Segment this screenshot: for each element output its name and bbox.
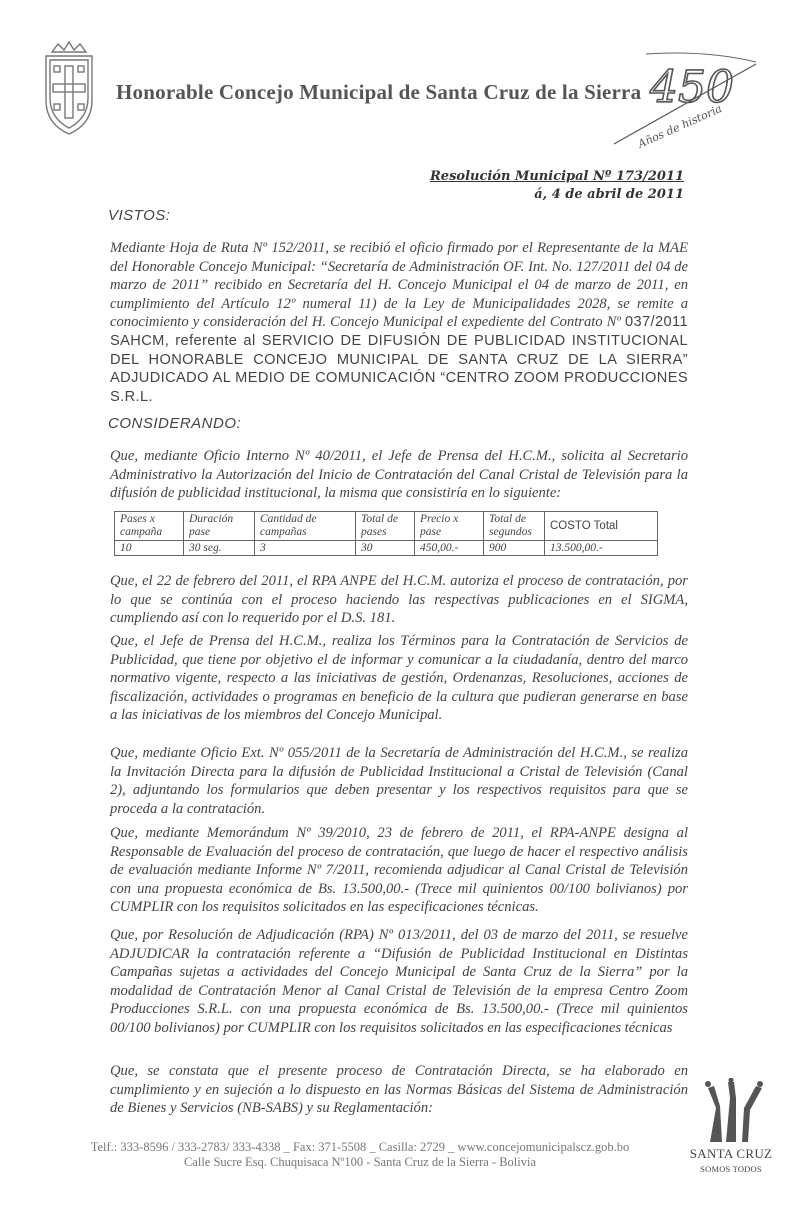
table-cell: 13.500,00.-	[545, 541, 658, 556]
organization-name: Honorable Concejo Municipal de Santa Cruz de la Sierra	[116, 80, 642, 104]
considerando-paragraph-2: Que, el 22 de febrero del 2011, el RPA ANPE del H.C.M. autoriza el proceso de contratación, por lo que se continúa con el proceso haciendo las respectivas publicaciones en el SIGMA, cumpliendo así con lo requerido por el D.S. 181.	[110, 573, 688, 627]
resolution-date: á, 4 de abril de 2011	[534, 187, 684, 202]
table-header: Pases x campaña	[115, 512, 184, 541]
table-row	[115, 541, 658, 556]
table-header: Precio x pase	[415, 512, 484, 541]
anniversary-number: 450	[650, 62, 734, 113]
vistos-heading: VISTOS:	[108, 207, 171, 224]
table-cell: 30	[356, 541, 415, 556]
table-cell: 450,00.-	[415, 541, 484, 556]
table-cell: 3	[255, 541, 356, 556]
considerando-paragraph-5: Que, mediante Memorándum Nº 39/2010, 23 de febrero de 2011, el RPA-ANPE designa al Responsable de Evaluación del proceso de contratación, que luego de hacer el respectivo análisis de evaluación mediante Informe Nº 7/2011, recomienda adjudicar al Canal Cristal de Televisión con una propuesta económica de Bs. 13.500,00.- (Trece mil quinientos 00/100 bolivianos) por CUMPLIR con los requisitos solicitados en las especificaciones técnicas.	[110, 825, 688, 916]
table-header-row	[115, 512, 658, 541]
table-header: Cantidad de campañas	[255, 512, 356, 541]
resolution-title: Resolución Municipal Nº 173/2011	[430, 169, 684, 184]
table-header: Total de pases	[356, 512, 415, 541]
footer-address-line: Calle Sucre Esq. Chuquisaca Nº100 - Santa Cruz de la Sierra - Bolivia	[183, 1155, 537, 1169]
table-cell: 10	[115, 541, 184, 556]
vistos-contract-text: 037/2011 SAHCM, referente al SERVICIO DE DIFUSIÓN DE PUBLICIDAD INSTITUCIONAL DEL HONORABLE CONCEJO MUNICIPAL DE SANTA CRUZ DE LA SIERRA” ADJUDICADO AL MEDIO DE COMUNICACIÓN “CENTRO ZOOM PRODUCCIONES S.R.L.	[110, 314, 688, 405]
considerando-paragraph-1: Que, mediante Oficio Interno Nº 40/2011, el Jefe de Prensa del H.C.M., solicita al Secretario Administrativo la Autorización del Inicio de Contratación del Canal Cristal de Televisión para la difusión de publicidad institucional, la misma que consistiría en lo siguiente:	[110, 448, 688, 502]
table-header: Duración pase	[184, 512, 255, 541]
footer-contact-line: Telf.: 333-8596 / 333-2783/ 333-4338 _ Fax: 371-5508 _ Casilla: 2729 _ www.concejomunicipalscz.gob.bo	[90, 1140, 630, 1154]
considerando-paragraph-3: Que, el Jefe de Prensa del H.C.M., realiza los Términos para la Contratación de Servicios de Publicidad, que tiene por objetivo el de informar y comunicar a la ciudadanía, dentro del marco normativo vigente, respecto a las iniciativas de gestión, Ordenanzas, Resoluciones, acciones de fiscalización, actividades o programas en beneficio de la cultura que pudieran generarse en base a las iniciativas de los miembros del Concejo Municipal.	[110, 633, 688, 724]
resolution-header	[430, 168, 684, 204]
campaign-table	[114, 511, 658, 556]
considerando-paragraph-4: Que, mediante Oficio Ext. Nº 055/2011 de la Secretaría de Administración del H.C.M., se realiza la Invitación Directa para la difusión de Publicidad Institucional a Cristal de Televisión (Canal 2), adjuntando los formularios que deben presentar y los respectivos requisitos para que se proceda a la contratación.	[110, 745, 688, 817]
anniversary-logo	[606, 44, 766, 154]
considerando-paragraph-7: Que, se constata que el presente proceso de Contratación Directa, se ha elaborado en cumplimiento y en sujeción a lo dispuesto en las Normas Básicas del Sistema de Administración de Bienes y Servicios (NB-SABS) y su Reglamentación:	[110, 1063, 688, 1117]
vistos-text: Mediante Hoja de Ruta Nº 152/2011, se recibió el oficio firmado por el Representante de la MAE del Honorable Concejo Municipal: “Secretaría de Administración OF. Int. No. 127/2011 del 04 de marzo de 2011” recibido en Secretaría del H. Concejo Municipal el 04 de marzo de 2011, en cumplimiento del Artículo 12º numeral 11) de la Ley de Municipalidades 2028, se remite a conocimiento y consideración del H. Concejo Municipal el expediente del Contrato Nº	[110, 240, 688, 331]
santa-cruz-logo-name: SANTA CRUZ	[689, 1146, 773, 1161]
considerando-paragraph-6: Que, por Resolución de Adjudicación (RPA) Nº 013/2011, del 03 de marzo del 2011, se resuelve ADJUDICAR la contratación referente a “Difusión de Publicidad Institucional en Distintas Campañas sujetas a actividades del Concejo Municipal de Santa Cruz de la Sierra” por la modalidad de Contratación Menor al Canal Cristal de Televisión de la empresa Centro Zoom Producciones S.R.L. con una propuesta económica de Bs. 13.500,00.- (Trece mil quinientos 00/100 bolivianos) por CUMPLIR con los requisitos solicitados en las especificaciones técnicas	[110, 927, 688, 1036]
santa-cruz-logo	[686, 1078, 776, 1188]
anniversary-logo-graphic	[606, 44, 766, 154]
table-cell: 900	[484, 541, 545, 556]
considerando-heading: CONSIDERANDO:	[108, 415, 242, 432]
table-cell: 30 seg.	[184, 541, 255, 556]
anniversary-text: Años de historia	[635, 102, 724, 151]
coat-of-arms-icon	[38, 38, 100, 138]
footer	[40, 1140, 680, 1170]
vistos-paragraph	[110, 239, 688, 406]
santa-cruz-figures-icon	[686, 1078, 776, 1146]
table-header: Total de segundos	[484, 512, 545, 541]
santa-cruz-logo-tagline: SOMOS TODOS	[700, 1164, 762, 1174]
table-header: COSTO Total	[545, 512, 658, 541]
